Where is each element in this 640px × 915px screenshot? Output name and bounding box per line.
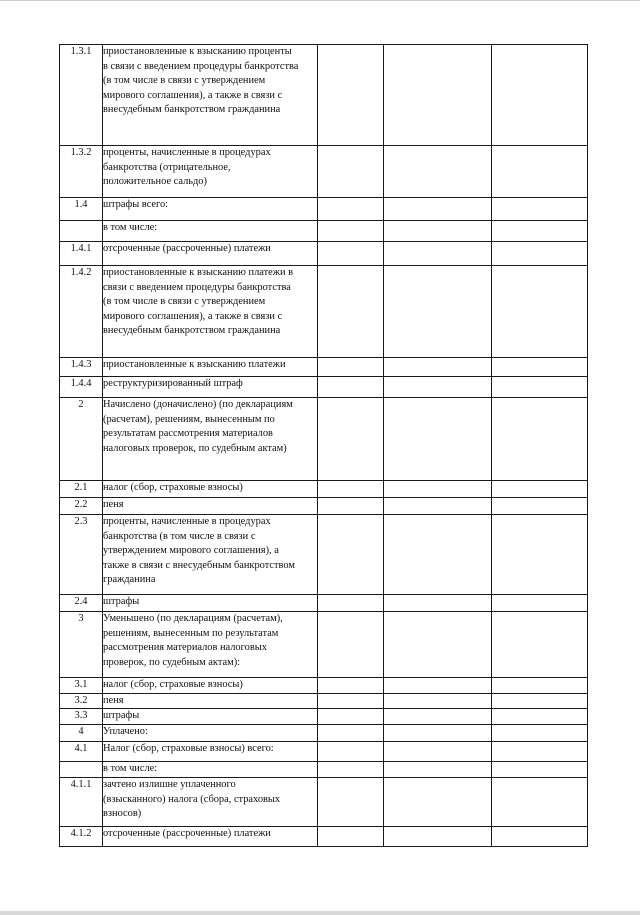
row-number-cell: [60, 595, 103, 612]
value-cell[interactable]: [492, 709, 588, 725]
row-number-cell: [60, 725, 103, 742]
table-row: [60, 778, 588, 827]
value-cell[interactable]: [492, 377, 588, 398]
value-cell[interactable]: [318, 595, 384, 612]
row-number: 1.4.2: [70, 267, 92, 278]
row-number: 3: [78, 613, 84, 624]
row-number-cell: [60, 827, 103, 847]
value-cell[interactable]: [492, 742, 588, 762]
value-cell[interactable]: [384, 778, 492, 827]
report-table: [59, 44, 588, 847]
row-label: зачтено излишне уплаченного (взысканного) налога (сбора, страховых взносов): [103, 779, 281, 820]
row-label: налог (сбор, страховые взносы): [103, 482, 243, 493]
value-cell[interactable]: [318, 693, 384, 709]
row-label-cell: [103, 377, 318, 398]
value-cell[interactable]: [492, 515, 588, 595]
value-cell[interactable]: [384, 377, 492, 398]
row-label-cell: [103, 358, 318, 377]
value-cell[interactable]: [318, 146, 384, 198]
row-number: 3.2: [74, 694, 88, 706]
row-label: приостановленные к взысканию проценты в связи с введением процедуры банкротства (в том числе в связи с утверждением мирового соглашения), а также в связи с внесудебным банкротством гражданина: [103, 46, 299, 116]
row-label: проценты, начисленные в процедурах банкротства (отрицательное, положительное сальдо): [103, 147, 271, 188]
table-row: [60, 377, 588, 398]
row-label-cell: [103, 266, 318, 358]
row-label: штрафы всего:: [103, 199, 169, 210]
value-cell[interactable]: [492, 725, 588, 742]
value-cell[interactable]: [318, 678, 384, 694]
value-cell[interactable]: [384, 612, 492, 678]
row-label-cell: [103, 515, 318, 595]
table-row: [60, 612, 588, 678]
value-cell[interactable]: [384, 146, 492, 198]
row-label-cell: [103, 221, 318, 242]
value-cell[interactable]: [384, 198, 492, 221]
row-number-cell: [60, 221, 103, 242]
row-label-cell: [103, 778, 318, 827]
row-label: Налог (сбор, страховые взносы) всего:: [103, 743, 274, 755]
value-cell[interactable]: [492, 693, 588, 709]
table-row: [60, 762, 588, 778]
row-label: реструктуризированный штраф: [103, 378, 243, 389]
value-cell[interactable]: [384, 515, 492, 595]
value-cell[interactable]: [318, 221, 384, 242]
value-cell[interactable]: [318, 725, 384, 742]
value-cell[interactable]: [384, 725, 492, 742]
table-row: [60, 242, 588, 266]
table-row: [60, 693, 588, 709]
value-cell[interactable]: [318, 481, 384, 498]
value-cell[interactable]: [318, 358, 384, 377]
row-label: приостановленные к взысканию платежи: [103, 359, 286, 370]
row-label-cell: [103, 762, 318, 778]
row-label-cell: [103, 742, 318, 762]
value-cell[interactable]: [492, 481, 588, 498]
row-number-cell: [60, 762, 103, 778]
row-label: налог (сбор, страховые взносы): [103, 679, 243, 690]
value-cell[interactable]: [492, 595, 588, 612]
row-label-cell: [103, 498, 318, 515]
value-cell[interactable]: [318, 762, 384, 778]
row-number-cell: [60, 678, 103, 694]
value-cell[interactable]: [384, 358, 492, 377]
table-row: [60, 398, 588, 481]
value-cell[interactable]: [384, 827, 492, 847]
value-cell[interactable]: [318, 498, 384, 515]
row-number: 1.3.1: [70, 46, 92, 57]
value-cell[interactable]: [492, 778, 588, 827]
row-number-cell: [60, 481, 103, 498]
value-cell[interactable]: [384, 242, 492, 266]
row-number-cell: [60, 242, 103, 266]
table-row: [60, 146, 588, 198]
row-number: 3.1: [74, 679, 88, 690]
table-row: [60, 678, 588, 694]
row-label-cell: [103, 725, 318, 742]
value-cell[interactable]: [318, 612, 384, 678]
row-number: 1.4.3: [70, 359, 92, 370]
row-label-cell: [103, 595, 318, 612]
table-row: [60, 266, 588, 358]
row-label-cell: [103, 612, 318, 678]
row-label-cell: [103, 827, 318, 847]
table-row: [60, 515, 588, 595]
value-cell[interactable]: [318, 709, 384, 725]
value-cell[interactable]: [318, 742, 384, 762]
row-number-cell: [60, 198, 103, 221]
row-label: штрафы: [103, 596, 140, 607]
row-label-cell: [103, 481, 318, 498]
value-cell[interactable]: [318, 198, 384, 221]
table-row: [60, 221, 588, 242]
value-cell[interactable]: [384, 709, 492, 725]
row-label: в том числе:: [103, 763, 158, 775]
row-number-cell: [60, 515, 103, 595]
value-cell[interactable]: [384, 678, 492, 694]
value-cell[interactable]: [318, 242, 384, 266]
row-number: 2.4: [74, 596, 88, 607]
row-number: 2.3: [74, 516, 88, 527]
row-label: отсроченные (рассроченные) платежи: [103, 828, 271, 840]
row-number-cell: [60, 709, 103, 725]
value-cell[interactable]: [492, 827, 588, 847]
row-number-cell: [60, 146, 103, 198]
row-number-cell: [60, 377, 103, 398]
row-number: 4.1.2: [70, 828, 92, 840]
value-cell[interactable]: [384, 45, 492, 146]
row-label-cell: [103, 146, 318, 198]
value-cell[interactable]: [318, 377, 384, 398]
value-cell[interactable]: [492, 242, 588, 266]
value-cell[interactable]: [384, 595, 492, 612]
row-label-cell: [103, 678, 318, 694]
table-row: [60, 725, 588, 742]
row-label: Начислено (доначислено) (по декларациям (расчетам), решениям, вынесенным по результатам рассмотрения материалов налоговых проверок, по судебным актам): [103, 399, 293, 454]
row-number-cell: [60, 266, 103, 358]
row-number-cell: [60, 778, 103, 827]
value-cell[interactable]: [492, 198, 588, 221]
row-label-cell: [103, 45, 318, 146]
value-cell[interactable]: [492, 358, 588, 377]
table-row: [60, 595, 588, 612]
row-label-cell: [103, 398, 318, 481]
value-cell[interactable]: [492, 146, 588, 198]
row-number: 2.1: [74, 482, 88, 493]
table-row: [60, 498, 588, 515]
value-cell[interactable]: [384, 221, 492, 242]
row-number-cell: [60, 498, 103, 515]
value-cell[interactable]: [492, 612, 588, 678]
row-label-cell: [103, 709, 318, 725]
row-number: 1.4: [74, 199, 88, 210]
row-label: Уплачено:: [103, 726, 148, 738]
value-cell[interactable]: [492, 498, 588, 515]
table-row: [60, 481, 588, 498]
row-number: 4.1: [74, 743, 88, 755]
table-row: [60, 742, 588, 762]
value-cell[interactable]: [492, 398, 588, 481]
row-number: 4.1.1: [70, 779, 92, 791]
value-cell[interactable]: [384, 762, 492, 778]
row-number-cell: [60, 358, 103, 377]
row-number: 4: [78, 726, 84, 738]
value-cell[interactable]: [318, 45, 384, 146]
value-cell[interactable]: [318, 398, 384, 481]
row-label: пеня: [103, 694, 124, 706]
value-cell[interactable]: [492, 678, 588, 694]
row-label: пеня: [103, 499, 124, 510]
row-number: 2.2: [74, 499, 88, 510]
value-cell[interactable]: [384, 266, 492, 358]
row-label-cell: [103, 242, 318, 266]
row-label: в том числе:: [103, 222, 158, 233]
value-cell[interactable]: [492, 266, 588, 358]
table-row: [60, 45, 588, 146]
row-label: штрафы: [103, 710, 140, 722]
value-cell[interactable]: [492, 762, 588, 778]
value-cell[interactable]: [384, 498, 492, 515]
row-number: 1.3.2: [70, 147, 92, 158]
row-number: 2: [78, 399, 84, 410]
row-label: проценты, начисленные в процедурах банкротства (в том числе в связи с утверждением мирового соглашения), а также в связи с внесудебным банкротством гражданина: [103, 516, 295, 586]
value-cell[interactable]: [384, 693, 492, 709]
table-row: [60, 709, 588, 725]
row-label-cell: [103, 693, 318, 709]
row-number: 1.4.4: [70, 378, 92, 389]
table-row: [60, 827, 588, 847]
row-label: приостановленные к взысканию платежи в связи с введением процедуры банкротства (в том числе в связи с утверждением мирового соглашения), а также в связи с внесудебным банкротством гражданина: [103, 267, 294, 337]
row-number-cell: [60, 398, 103, 481]
row-label: Уменьшено (по декларациям (расчетам), решениям, вынесенным по результатам рассмотрения материалов налоговых проверок, по судебным актам):: [103, 613, 283, 668]
row-label-cell: [103, 198, 318, 221]
row-number-cell: [60, 45, 103, 146]
value-cell[interactable]: [318, 778, 384, 827]
row-label: отсроченные (рассроченные) платежи: [103, 243, 271, 254]
row-number: 3.3: [74, 710, 88, 722]
value-cell[interactable]: [384, 742, 492, 762]
row-number: 1.4.1: [70, 243, 92, 254]
value-cell[interactable]: [492, 45, 588, 146]
value-cell[interactable]: [384, 398, 492, 481]
value-cell[interactable]: [318, 266, 384, 358]
table-row: [60, 198, 588, 221]
scan-edge: [0, 911, 640, 915]
value-cell[interactable]: [492, 221, 588, 242]
row-number-cell: [60, 742, 103, 762]
value-cell[interactable]: [318, 515, 384, 595]
row-number-cell: [60, 693, 103, 709]
value-cell[interactable]: [318, 827, 384, 847]
value-cell[interactable]: [384, 481, 492, 498]
table-row: [60, 358, 588, 377]
row-number-cell: [60, 612, 103, 678]
